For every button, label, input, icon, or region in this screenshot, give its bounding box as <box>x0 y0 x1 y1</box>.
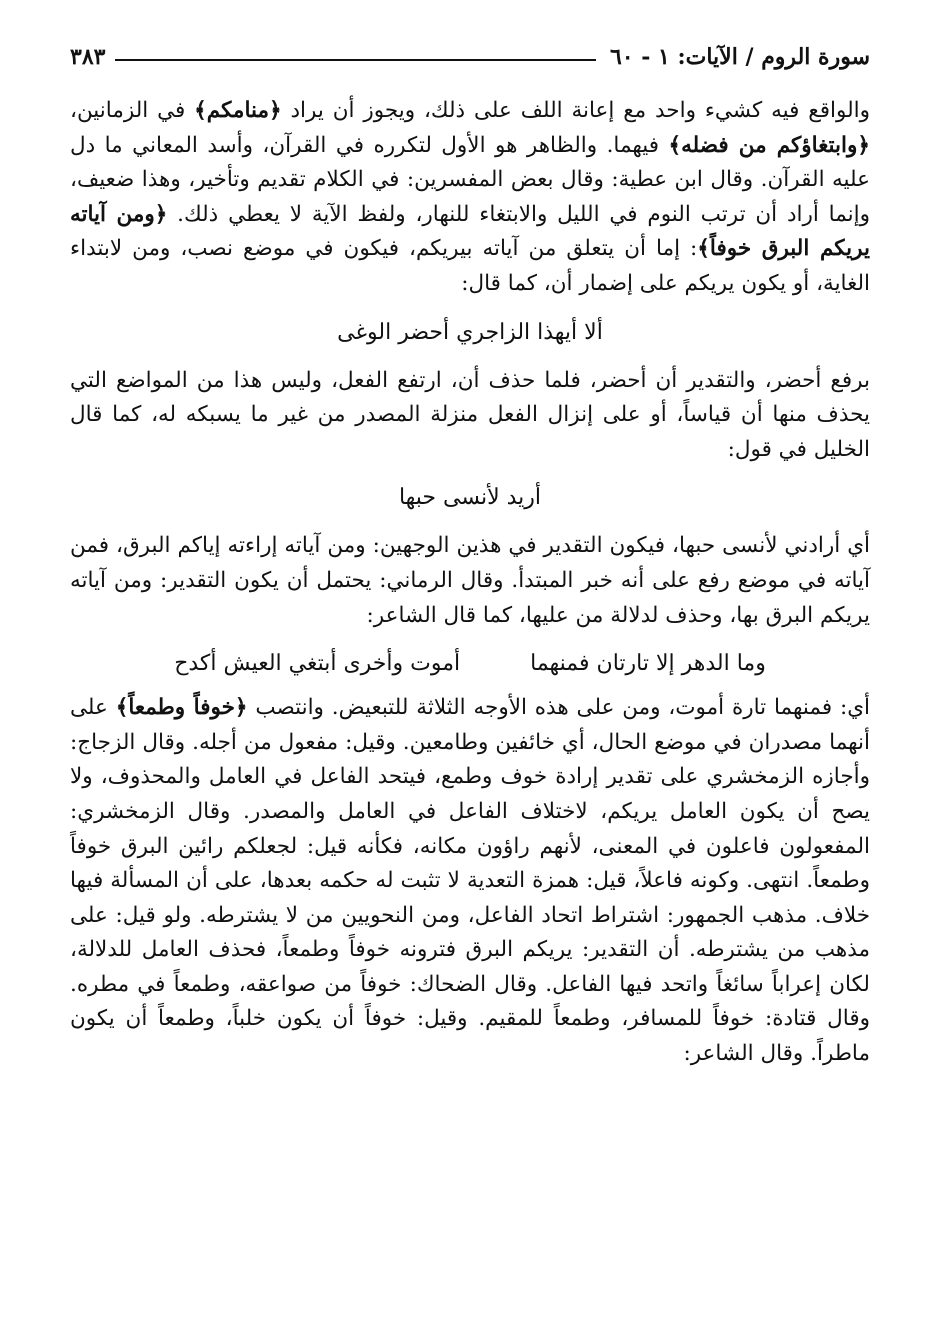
couplet-second-hemistich: أموت وأخرى أبتغي العيش أكدح <box>174 651 461 677</box>
text-segment: على أنهما مصدران في موضع الحال، أي خائفين وطامعين. وقيل: مفعول من أجله. وقال الزجاج: وأجازه الزمخشري على تقدير إرادة خوف وطمع، فيتحد الفاعل في العامل والمحذوف، ولا يصح أن يكون العامل يريكم، لاختلاف الفاعل في العامل والمصدر. وقال الزمخشري: المفعولون فاعلون في المعنى، لأنهم راؤون مكانه، فكأنه قيل: لجعلكم رائين البرق خوفاً وطمعاً. انتهى. وكونه فاعلاً، قيل: همزة التعدية لا تثبت له حكمه بعدها، على أن المسألة فيها خلاف. مذهب الجمهور: اشتراط اتحاد الفاعل، ومن النحويين من لا يشترطه. ولو قيل: على مذهب من يشترطه. أن التقدير: يريكم البرق فترونه خوفاً وطمعاً، فحذف العامل للدلالة، لكان إعراباً سائغاً واتحد فيها الفاعل. وقال الضحاك: خوفاً من صواعقه، وطمعاً في مطره. وقال قتادة: خوفاً للمسافر، وطمعاً للمقيم. وقيل: خوفاً أن يكون خلباً، وطمعاً أن يكون ماطراً. وقال الشاعر: <box>70 695 870 1067</box>
text-segment: أي: فمنهما تارة أموت، ومن على هذه الأوجه الثلاثة للتبعيض. وانتصب <box>247 695 870 721</box>
running-header <box>70 34 870 70</box>
surah-title: سورة الروم / الآيات: ١ - ٦٠ <box>609 44 870 70</box>
quran-quote: ﴿ومن آياته يريكم البرق خوفاً﴾ <box>70 201 870 262</box>
quran-quote: ﴿منامكم﴾ <box>194 98 282 123</box>
poetry-verse-2: أريد لأنسى حبها <box>398 485 542 511</box>
poetry-verse-1: ألا أيهذا الزاجري أحضر الوغى <box>337 319 603 345</box>
paragraph-3: أي أرادني لأنسى حبها، فيكون التقدير في هذين الوجهين: ومن آياته إراءته إياكم البرق، فمن آياته في موضع رفع على أنه خبر المبتدأ. وقال الرماني: يحتمل أن يكون التقدير: ومن آياته يريكم البرق بها، وحذف لدلالة من عليها، كما قال الشاعر: <box>70 533 870 628</box>
quran-quote: ﴿خوفاً وطمعاً﴾ <box>115 695 248 721</box>
poetry-couplet <box>70 647 870 681</box>
text-segment: في الزمانين، <box>70 98 195 123</box>
text-segment: : إما أن يتعلق من آياته بيريكم، فيكون في موضع نصب، ومن لابتداء الغاية، أو يكون يريكم على إضمار أن، كما قال: <box>70 236 870 296</box>
quran-quote: ﴿وابتغاؤكم من فضله﴾ <box>668 132 870 158</box>
couplet-first-hemistich: وما الدهر إلا تارتان فمنهما <box>530 651 766 677</box>
header-rule <box>115 59 595 61</box>
paragraph-2: برفع أحضر، والتقدير أن أحضر، فلما حذف أن، ارتفع الفعل، وليس هذا من المواضع التي يحذف منها أن قياساً، أو على إنزال الفعل منزلة المصدر من غير ما يسبكه له، كما قال الخليل في قول: <box>70 367 870 462</box>
page-number: ٣٨٣ <box>70 44 106 70</box>
book-page <box>70 34 870 1072</box>
paragraph-1 <box>70 94 870 302</box>
text-segment: فيهما. والظاهر هو الأول لتكرره في القرآن، وأسد المعاني ما دل عليه القرآن. وقال ابن عطية: وقال بعض المفسرين: في الكلام تقديم وتأخير، وهذا ضعيف، وإنما أراد أن ترتب النوم في الليل والابتغاء للنهار، ولفظ الآية لا يعطي ذلك. <box>70 132 870 227</box>
text-segment: والواقع فيه كشيء واحد مع إعانة اللف على ذلك، ويجوز أن يراد <box>281 98 870 123</box>
paragraph-4 <box>70 691 870 1072</box>
